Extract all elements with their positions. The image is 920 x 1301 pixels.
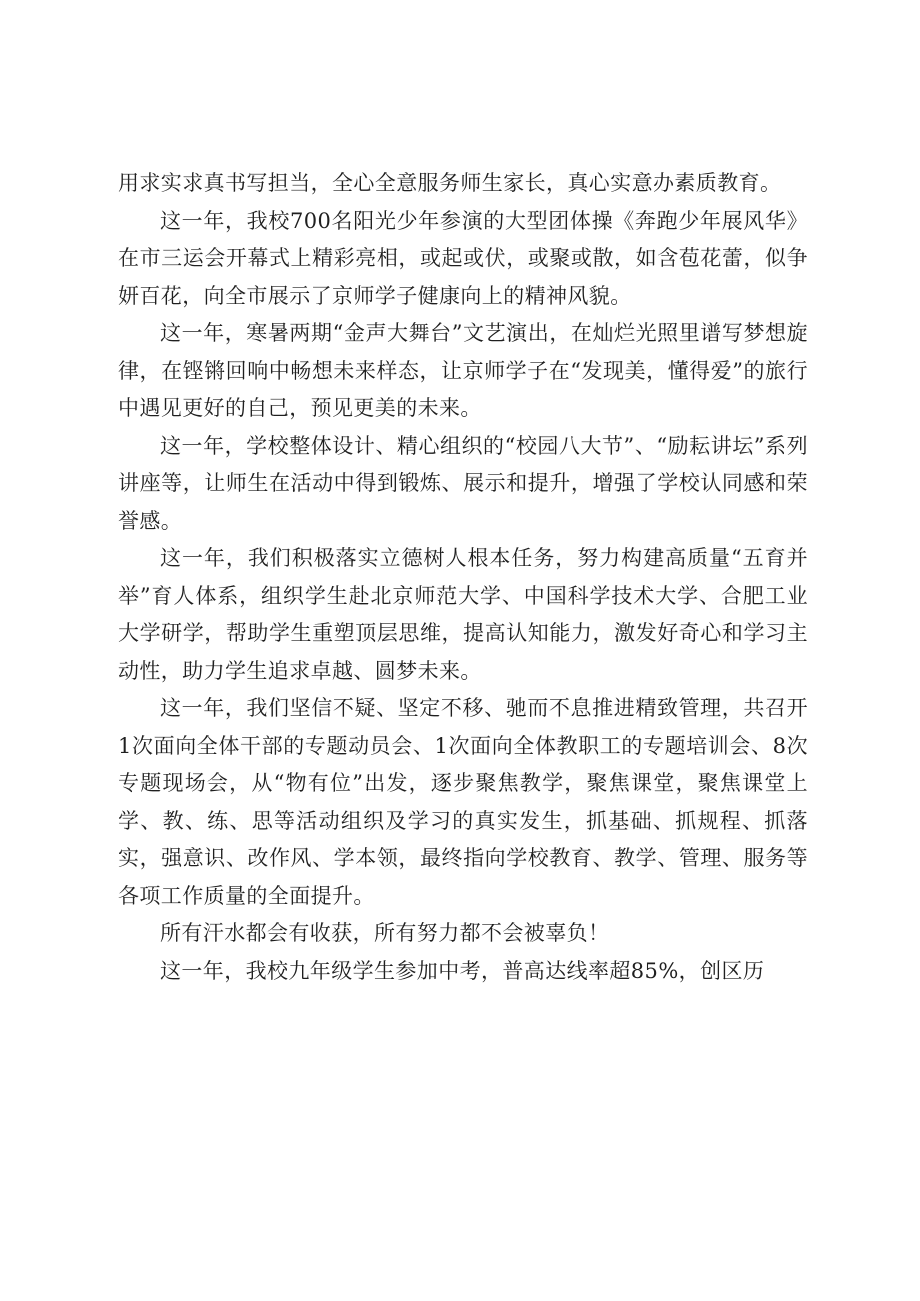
document-body [118, 165, 808, 990]
paragraph-exam-results: 这一年，我校九年级学生参加中考，普高达线率超85%，创区历 [160, 958, 765, 983]
paragraph-management: 这一年，我们坚信不疑、坚定不移、驰而不息推进精致管理，共召开1次面向全体干部的专题动员会、1次面向全体教职工的专题培训会、8次专题现场会，从“物有位”出发，逐步聚焦教学，聚焦课堂，聚焦课堂上学、教、练、思等活动组织及学习的真实发生，抓基础、抓规程、抓落实，强意识、改作风、学本领，最终指向学校教育、教学、管理、服务等各项工作质量的全面提升。 [118, 696, 808, 908]
paragraph-effort: 所有汗水都会有收获，所有努力都不会被辜负！ [160, 921, 610, 945]
paragraph-campus-festivals: 这一年，学校整体设计、精心组织的“校园八大节”、“励耘讲坛”系列讲座等，让师生在活动中得到锻炼、展示和提升，增强了学校认同感和荣誉感。 [118, 433, 808, 533]
paragraph-continuation: 用求实求真书写担当，全心全意服务师生家长，真心实意办素质教育。 [118, 171, 782, 195]
paragraph-art-performance: 这一年，寒暑两期“金声大舞台”文艺演出，在灿烂光照里谱写梦想旋律，在铿锵回响中畅想未来样态，让京师学子在“发现美，懂得爱”的旅行中遇见更好的自己，预见更美的未来。 [118, 321, 808, 420]
paragraph-five-education: 这一年，我们积极落实立德树人根本任务，努力构建高质量“五育并举”育人体系，组织学生赴北京师范大学、中国科学技术大学、合肥工业大学研学，帮助学生重塑顶层思维，提高认知能力，激发好奇心和学习主动性，助力学生追求卓越、圆梦未来。 [118, 546, 808, 683]
paragraph-group-gymnastics: 这一年，我校700名阳光少年参演的大型团体操《奔跑少年展风华》在市三运会开幕式上精彩亮相，或起或伏，或聚或散，如含苞花蕾，似争妍百花，向全市展示了京师学子健康向上的精神风貌。 [118, 208, 808, 308]
